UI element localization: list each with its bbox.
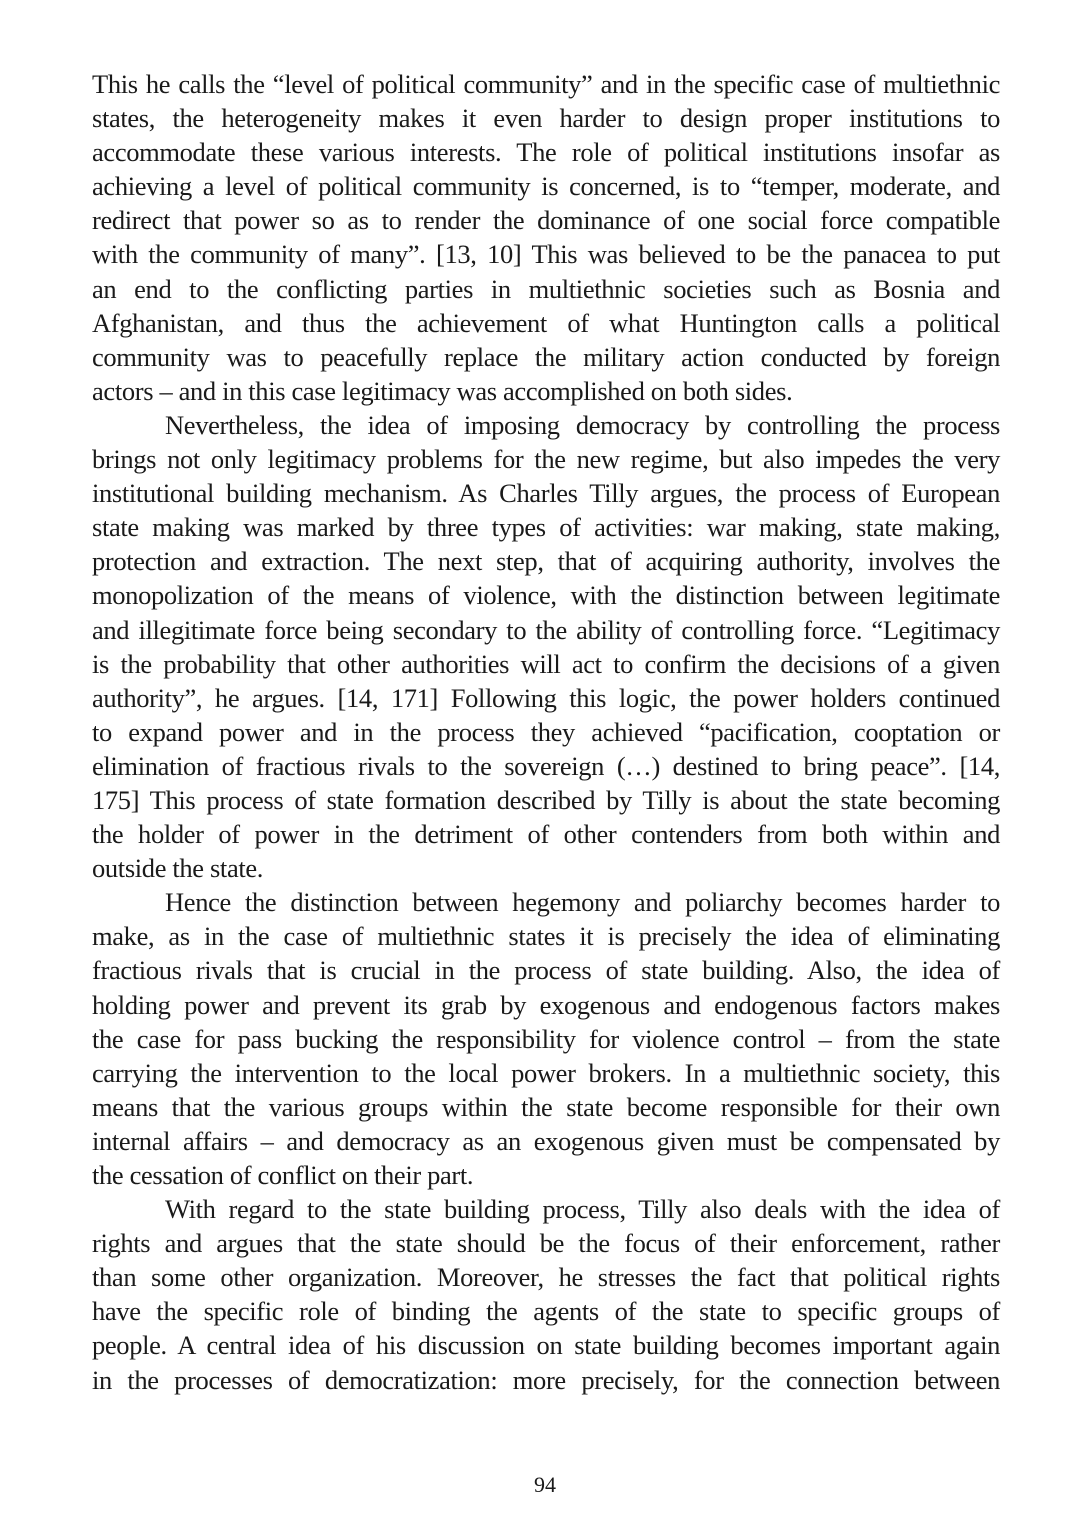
text-line: 175] This process of state formation described by Tilly is about the state becoming (92, 784, 1000, 815)
text-line: redirect that power so as to render the dominance of one social force compatible (92, 205, 1000, 236)
text-line: Afghanistan, and thus the achievement of what Huntington calls a political (92, 307, 1000, 338)
text-line: have the specific role of binding the agents of the state to specific groups of (92, 1296, 1000, 1327)
text-line: states, the heterogeneity makes it even harder to design proper institutions to (92, 103, 1000, 134)
page-number: 94 (534, 1472, 556, 1497)
text-line: community was to peacefully replace the military action conducted by foreign (92, 341, 1000, 372)
text-line: the holder of power in the detriment of other contenders from both within and (92, 819, 1000, 850)
text-line-first: Nevertheless, the idea of imposing democracy by controlling the process (165, 409, 1000, 440)
text-line: brings not only legitimacy problems for the new regime, but also impedes the very (92, 444, 1000, 475)
text-line: achieving a level of political community is concerned, is to “temper, moderate, and (92, 171, 1000, 202)
text-line: and illegitimate force being secondary to the ability of controlling force. “Legitimacy (92, 614, 1000, 645)
text-line: is the probability that other authorities will act to confirm the decisions of a given (92, 648, 1000, 679)
text-line: the case for pass bucking the responsibility for violence control – from the state (92, 1023, 1000, 1054)
text-line: actors – and in this case legitimacy was accomplished on both sides. (92, 375, 793, 406)
text-line: means that the various groups within the state become responsible for their own (92, 1091, 1000, 1122)
text-line: protection and extraction. The next step, that of acquiring authority, involves the (92, 546, 1000, 577)
text-line: an end to the conflicting parties in multiethnic societies such as Bosnia and (92, 273, 1000, 304)
paragraph-2 (92, 408, 1000, 885)
text-line: elimination of fractious rivals to the sovereign (…) destined to bring peace”. [14, (92, 750, 1000, 781)
page-body-text (92, 67, 1000, 1397)
text-line: This he calls the “level of political community” and in the specific case of multiethnic (92, 69, 1000, 99)
text-line: people. A central idea of his discussion on state building becomes important again (92, 1330, 1000, 1361)
text-line-first: With regard to the state building process, Tilly also deals with the idea of (165, 1194, 1000, 1225)
text-line: carrying the intervention to the local power brokers. In a multiethnic society, this (92, 1057, 1000, 1088)
text-line: monopolization of the means of violence, with the distinction between legitimate (92, 580, 1000, 611)
text-line: the cessation of conflict on their part. (92, 1160, 474, 1190)
text-line-first: Hence the distinction between hegemony and poliarchy becomes harder to (165, 887, 1000, 918)
text-line: accommodate these various interests. The role of political institutions insofar as (92, 137, 1000, 168)
paragraph-3 (92, 885, 1000, 1192)
text-line: state making was marked by three types of activities: war making, state making, (92, 512, 1000, 543)
text-line: holding power and prevent its grab by exogenous and endogenous factors makes (92, 989, 1000, 1020)
text-line: internal affairs – and democracy as an exogenous given must be compensated by (92, 1125, 1000, 1156)
text-line: institutional building mechanism. As Charles Tilly argues, the process of European (92, 478, 1000, 509)
text-line: outside the state. (92, 853, 264, 884)
text-line: in the processes of democratization: more precisely, for the connection between (92, 1364, 1000, 1395)
text-line: to expand power and in the process they achieved “pacification, cooptation or (92, 716, 1000, 747)
paragraph-1 (92, 67, 1000, 408)
text-line: rights and argues that the state should be the focus of their enforcement, rather (92, 1228, 1000, 1259)
text-line: authority”, he argues. [14, 171] Following this logic, the power holders continued (92, 682, 1000, 713)
text-line: than some other organization. Moreover, he stresses the fact that political rights (92, 1262, 1000, 1293)
text-line: with the community of many”. [13, 10] This was believed to be the panacea to put (92, 239, 1000, 270)
text-line: make, as in the case of multiethnic states it is precisely the idea of eliminating (92, 921, 1000, 952)
paragraph-4 (92, 1192, 1000, 1397)
text-line: fractious rivals that is crucial in the process of state building. Also, the idea of (92, 955, 1000, 986)
